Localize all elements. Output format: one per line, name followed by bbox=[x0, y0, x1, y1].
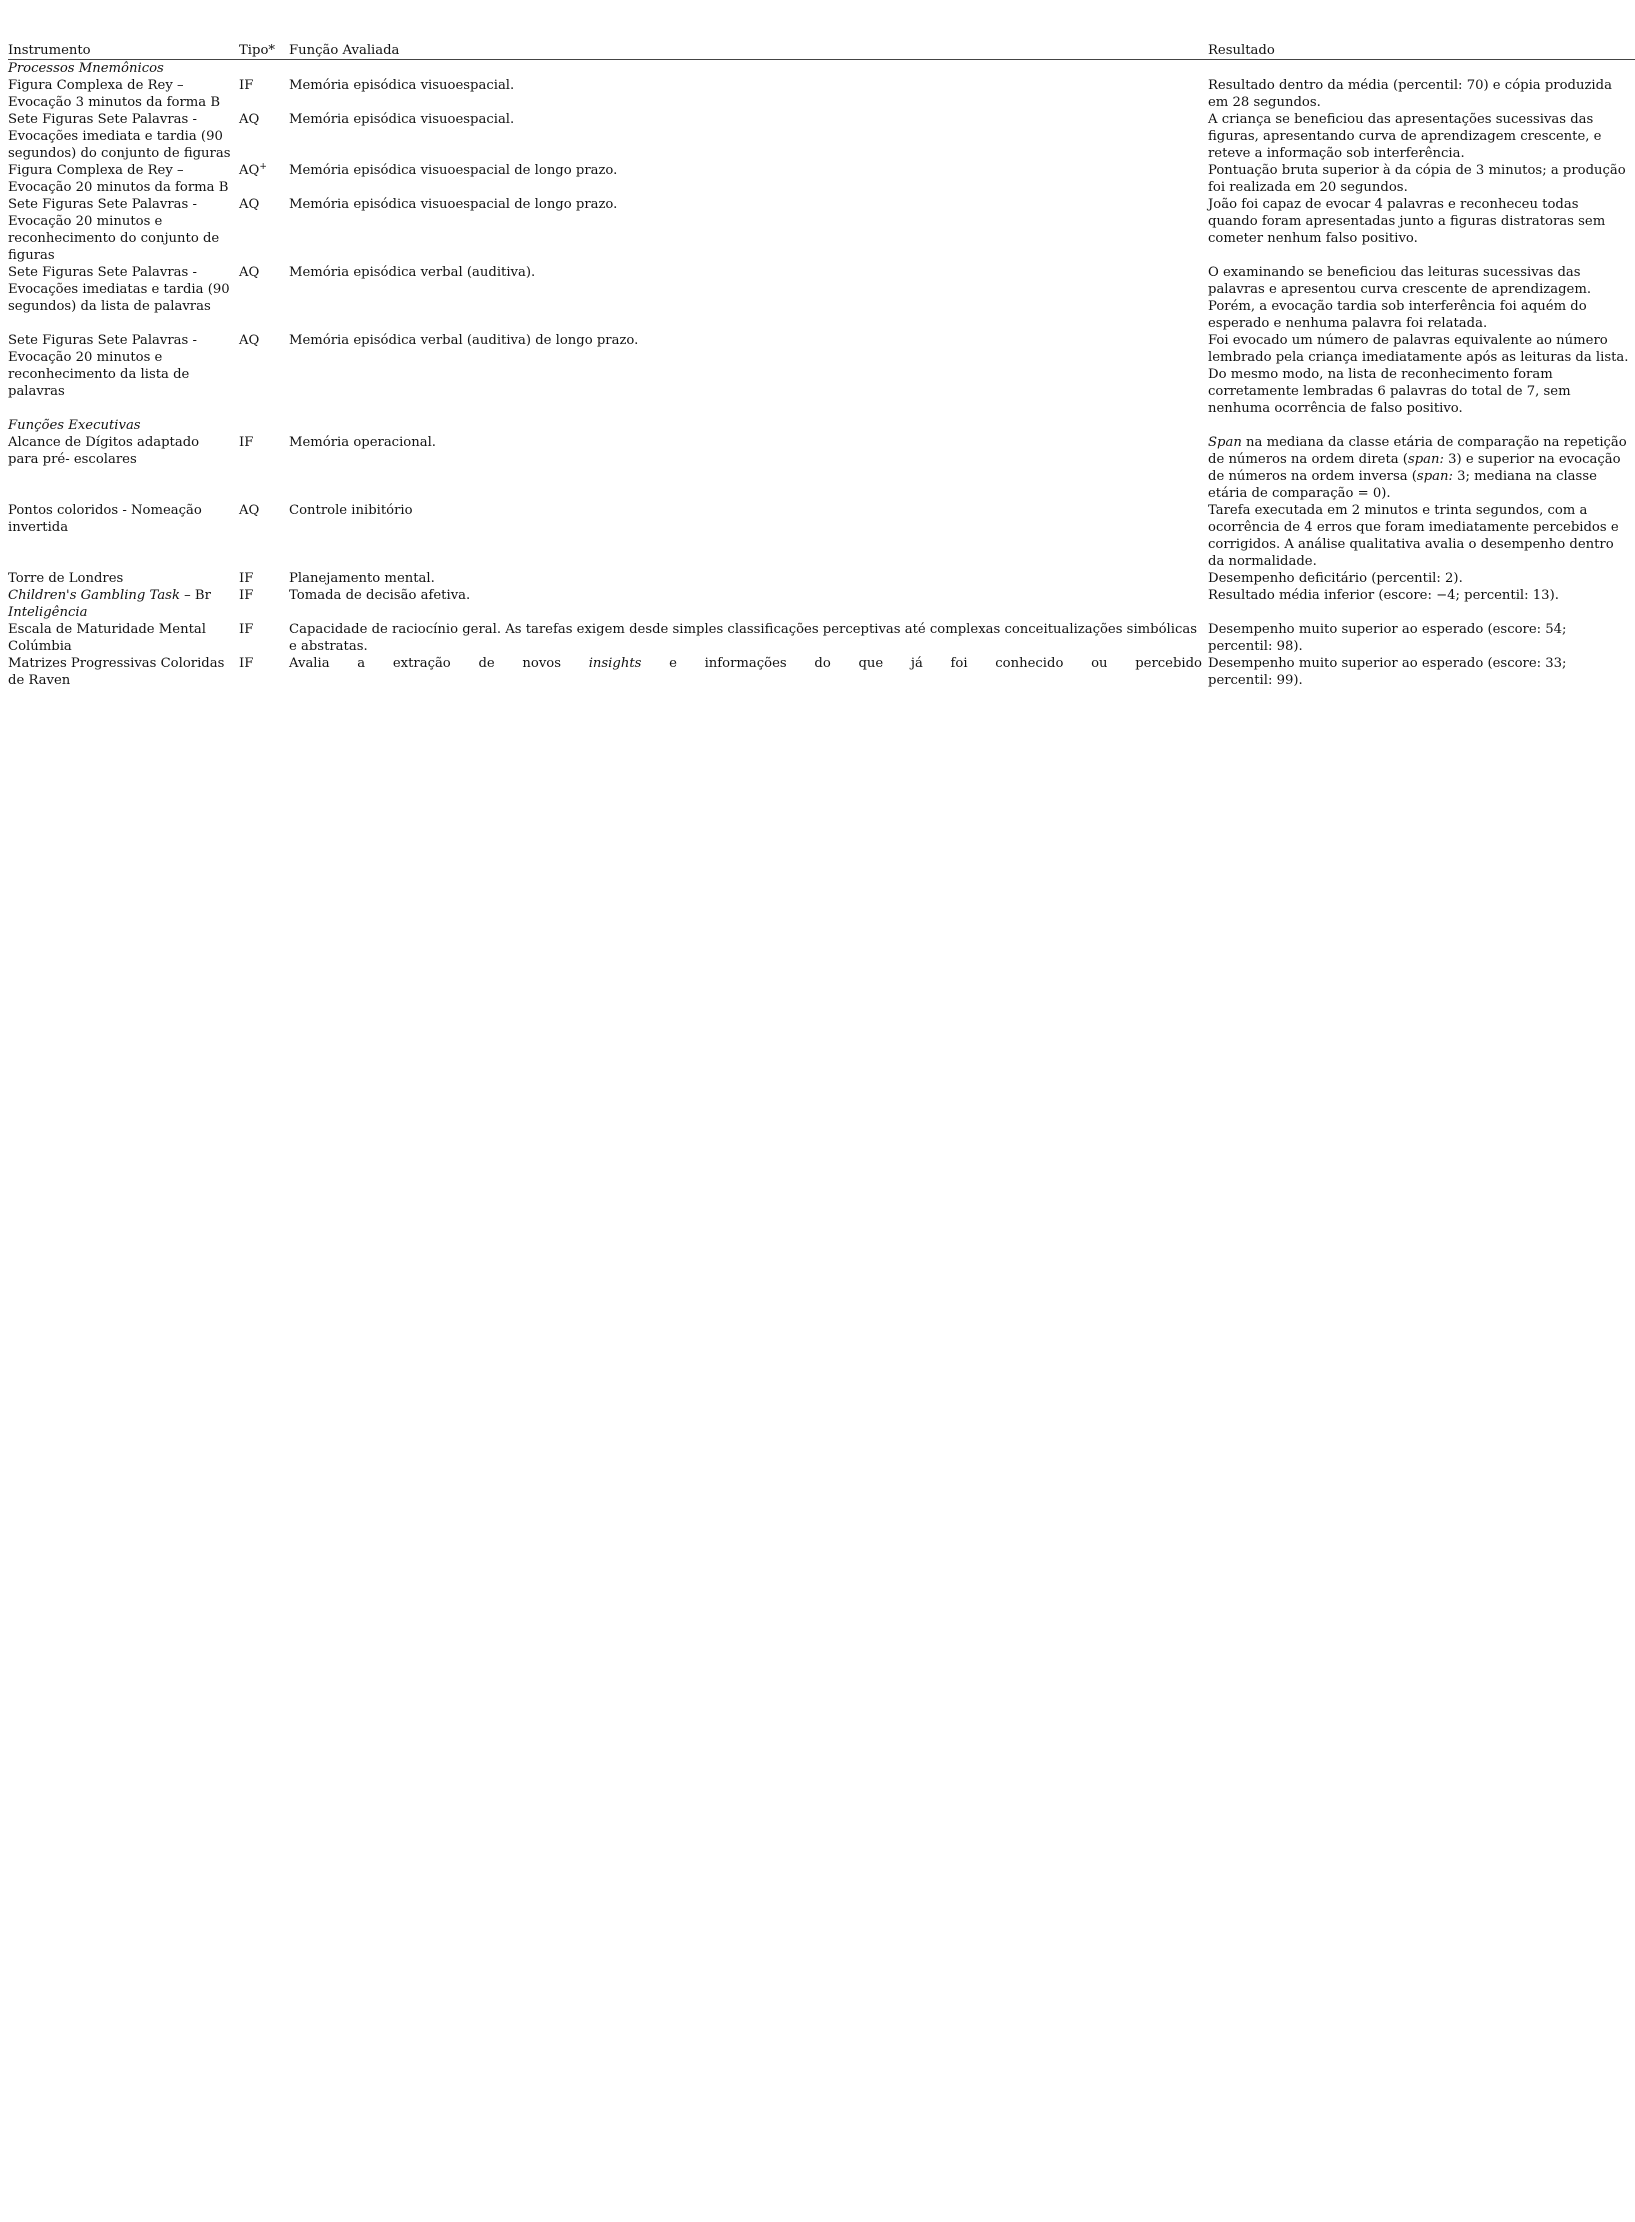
table-row bbox=[8, 264, 1635, 332]
cell-funcao: Memória episódica visuoespacial. bbox=[289, 78, 515, 93]
header-funcao: Função Avaliada bbox=[289, 42, 1208, 60]
header-row bbox=[8, 42, 1635, 60]
cell-tipo bbox=[239, 162, 289, 196]
header-tipo bbox=[239, 42, 289, 60]
section-row bbox=[8, 417, 1635, 434]
table-row bbox=[8, 111, 1635, 162]
table-row bbox=[8, 570, 1635, 587]
cell-instrumento: Escala de Maturidade Mental Colúmbia bbox=[8, 622, 206, 654]
cell-tipo: AQ bbox=[239, 197, 260, 212]
cell-funcao: Memória episódica visuoespacial de longo prazo. bbox=[289, 197, 618, 212]
cell-tipo: IF bbox=[239, 622, 254, 637]
cell-tipo: IF bbox=[239, 78, 254, 93]
document-page bbox=[8, 42, 1635, 689]
cell-funcao: Memória episódica verbal (auditiva) de longo prazo. bbox=[289, 333, 639, 348]
cell-resultado: Pontuação bruta superior à da cópia de 3 minutos; a produção foi realizada em 20 segundos. bbox=[1208, 163, 1626, 195]
cell-funcao: Memória operacional. bbox=[289, 435, 436, 450]
header-instrumento: Instrumento bbox=[8, 42, 239, 60]
resultado-text: 3; mediana na classe etária de comparação = 0). bbox=[1208, 469, 1597, 501]
cell-instrumento: Figura Complexa de Rey – Evocação 3 minutos da forma B bbox=[8, 78, 221, 110]
cell-funcao: Memória episódica verbal (auditiva). bbox=[289, 265, 536, 280]
header-tipo-mark: * bbox=[268, 43, 275, 58]
cell-funcao: Planejamento mental. bbox=[289, 571, 435, 586]
cell-instrumento: Alcance de Dígitos adaptado para pré- escolares bbox=[8, 435, 200, 467]
cell-tipo: IF bbox=[239, 435, 254, 450]
cell-instrumento bbox=[8, 587, 239, 604]
span-term: span: bbox=[1416, 469, 1453, 484]
cell-funcao: Capacidade de raciocínio geral. As tarefas exigem desde simples classificações perceptivas até complexas conceitualizações simbólicas e abstratas. bbox=[289, 622, 1198, 654]
header-resultado: Resultado bbox=[1208, 42, 1635, 60]
table-row bbox=[8, 434, 1635, 502]
cell-tipo: IF bbox=[239, 656, 254, 671]
cell-instrumento: Sete Figuras Sete Palavras - Evocações imediatas e tardia (90 segundos) da lista de palavras bbox=[8, 265, 230, 314]
cell-instrumento: Pontos coloridos - Nomeação invertida bbox=[8, 503, 202, 535]
section-title-mnemonicos: Processos Mnemônicos bbox=[8, 61, 164, 76]
resultado-text: 3) e superior na evocação de números na ordem inversa ( bbox=[1208, 452, 1621, 484]
cell-resultado: A criança se beneficiou das apresentações sucessivas das figuras, apresentando curva de aprendizagem crescente, e reteve a informação sob interferência. bbox=[1208, 112, 1602, 161]
section-title-executivas: Funções Executivas bbox=[8, 418, 141, 433]
cell-instrumento: Sete Figuras Sete Palavras - Evocação 20 minutos e reconhecimento do conjunto de figuras bbox=[8, 197, 220, 263]
cell-funcao: Memória episódica visuoespacial. bbox=[289, 112, 515, 127]
table-row bbox=[8, 196, 1635, 264]
cell-instrumento: Figura Complexa de Rey – Evocação 20 minutos da forma B bbox=[8, 163, 229, 195]
table-row bbox=[8, 587, 1635, 604]
instrumento-text: – Br bbox=[179, 588, 211, 603]
cell-funcao: Controle inibitório bbox=[289, 503, 413, 518]
table-row bbox=[8, 77, 1635, 111]
cell-resultado: Desempenho deficitário (percentil: 2). bbox=[1208, 571, 1463, 586]
cell-tipo: AQ bbox=[239, 265, 260, 280]
cell-instrumento: Sete Figuras Sete Palavras - Evocações imediata e tardia (90 segundos) do conjunto de figuras bbox=[8, 112, 231, 161]
instrumento-italic: Children's Gambling Task bbox=[8, 588, 180, 603]
span-term: Span bbox=[1208, 435, 1242, 450]
cell-instrumento: Matrizes Progressivas Coloridas de Raven bbox=[8, 656, 225, 688]
cell-tipo: AQ bbox=[239, 333, 260, 348]
tipo-superscript: + bbox=[259, 162, 267, 172]
funcao-text: Avalia a extração de novos bbox=[289, 656, 589, 671]
cell-resultado: Desempenho muito superior ao esperado (escore: 54; percentil: 98). bbox=[1208, 622, 1567, 654]
cell-resultado: Desempenho muito superior ao esperado (escore: 33; percentil: 99). bbox=[1208, 656, 1567, 688]
resultado-text: na mediana da classe etária de comparação na repetição de números na ordem direta ( bbox=[1208, 435, 1627, 467]
cell-resultado: O examinando se beneficiou das leituras sucessivas das palavras e apresentou curva crescente de aprendizagem. Porém, a evocação tardia sob interferência foi aquém do esperado e nenhuma palavra foi relatada. bbox=[1208, 265, 1592, 331]
insights-term: insights bbox=[588, 656, 642, 671]
cell-instrumento: Torre de Londres bbox=[8, 571, 124, 586]
cell-resultado: Foi evocado um número de palavras equivalente ao número lembrado pela criança imediatamente após as leituras da lista. Do mesmo modo, na lista de reconhecimento foram corretamente lembradas 6 palavras do total de 7, sem nenhuma ocorrência de falso positivo. bbox=[1208, 333, 1629, 416]
cell-resultado: João foi capaz de evocar 4 palavras e reconheceu todas quando foram apresentadas junto a figuras distratoras sem cometer nenhum falso positivo. bbox=[1208, 197, 1606, 246]
cell-tipo: IF bbox=[239, 588, 254, 603]
tipo-label: AQ bbox=[239, 163, 260, 178]
table-row bbox=[8, 332, 1635, 417]
cell-tipo: AQ bbox=[239, 503, 260, 518]
cell-funcao: Tomada de decisão afetiva. bbox=[289, 588, 471, 603]
section-title-inteligencia: Inteligência bbox=[8, 605, 88, 620]
table-row bbox=[8, 162, 1635, 196]
cell-tipo: IF bbox=[239, 571, 254, 586]
table-row bbox=[8, 621, 1635, 655]
cell-resultado bbox=[1208, 434, 1635, 502]
table-row bbox=[8, 655, 1635, 689]
cell-tipo: AQ bbox=[239, 112, 260, 127]
assessment-table bbox=[8, 42, 1635, 689]
table-row bbox=[8, 502, 1635, 570]
section-row bbox=[8, 60, 1635, 78]
header-tipo-label: Tipo bbox=[239, 43, 269, 58]
cell-resultado: Resultado média inferior (escore: −4; percentil: 13). bbox=[1208, 588, 1559, 603]
cell-funcao bbox=[289, 655, 1208, 689]
cell-resultado: Tarefa executada em 2 minutos e trinta segundos, com a ocorrência de 4 erros que foram imediatamente percebidos e corrigidos. A análise qualitativa avalia o desempenho dentro da normalidade. bbox=[1208, 503, 1619, 569]
cell-instrumento: Sete Figuras Sete Palavras - Evocação 20 minutos e reconhecimento da lista de palavras bbox=[8, 333, 197, 399]
span-term: span: bbox=[1407, 452, 1444, 467]
cell-resultado: Resultado dentro da média (percentil: 70) e cópia produzida em 28 segundos. bbox=[1208, 78, 1612, 110]
cell-funcao: Memória episódica visuoespacial de longo prazo. bbox=[289, 163, 618, 178]
section-row bbox=[8, 604, 1635, 621]
funcao-text: e informações do que já foi conhecido ou percebido bbox=[641, 656, 1202, 671]
